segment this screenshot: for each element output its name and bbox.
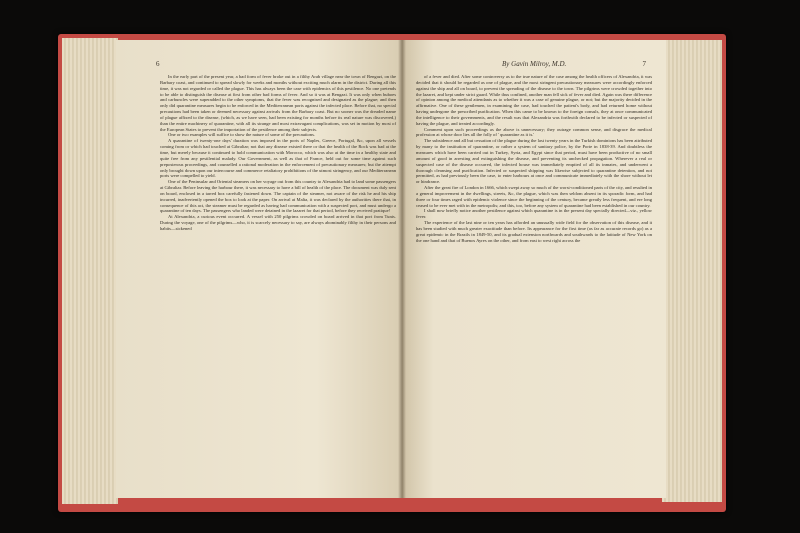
page-number-right: 7 — [642, 60, 646, 68]
paragraph: One or two examples will suffice to show the nature of some of the precautions. — [168, 132, 316, 138]
paragraph: After the great fire of London in 1666, which swept away so much of the worst-conditioned parts of the city, and resulted in a general improvement in the dwellings, streets, &c, the plague, which was then seldom absent in its sporadic form, and had three or four times raged with epidemic violence since the beginning of the century, became greatly less frequent, and ere long ceased to be ever met with in the metropolis; and this, too, before any system of quarantine had been established in our country. — [416, 185, 652, 208]
paragraph: At Alexandria, a curious event occurred. A vessel with 250 pilgrims crowded on board arrived in that port from Tunis. During the voyage, one of the pilgrims—who, it is scarcely necessary to say, are always abominably filthy in their persons and habits—sickened — [160, 214, 396, 231]
page-number-left: 6 — [156, 60, 160, 68]
book-gutter — [398, 40, 406, 498]
right-page — [402, 40, 666, 498]
page-edges-right — [662, 40, 722, 502]
page-edges-left — [62, 38, 118, 504]
paragraph: of a fever and died. After some controversy as to the true nature of the case among the health officers of Alexandria, it was decided that it should be regarded as one of plague, and the most stringent precautionary measures were accordingly enforced against the ship and all on board, to prevent the spreading of the disease to the town. The pilgrims were crowded together into the lazaret, and kept under strict guard. While thus confined, another man fell sick of fever and died. Again was there difference of opinion among the medical attendants as to whether it was a case of genuine plague, or not; but the majority decided in the affirmative. One of these gentlemen, in examining the case, had touched the patient's body, and had returned home without having undergone the prescribed purification. When this came to be known to the foreign consuls, they at once communicated the intelligence to their governments, and the result was that Alexandria was forthwith declared to be infected or suspected of having the plague, and treated accordingly. — [416, 74, 652, 126]
paragraph: In the early part of the present year, a bad form of fever broke out in a filthy Arab village near the town of Bengazi, on the Barbary coast, and continued to spread slowly for weeks and months without exciting much alarm in the district. During all this time, it was not regarded or called the plague. This has always been the case with epidemics of this pestilence. No one pretends to be able to distinguish the disease at first from other bad forms of fever. And so it was at Bengazi. It was only when buboes and carbuncles were superadded to the other symptoms, that the fever was recognised and designated as the plague; and then only did quarantine measures begin to be enforced in the Mediterranean ports against the infected place. Before that, no special precautions had been taken or deemed necessary against arrivals from the Barbary coast. But no sooner was the dreaded name of plague affixed to the disease, (which, as we have seen, had been existing for months before its real nature was discovered,) than the entire machinery of quarantine, with all its strange and most extravagant complications, was set in motion by most of the European States to prevent the importation of the pestilence among their subjects. — [160, 74, 396, 132]
right-page-body — [416, 74, 652, 243]
paragraph: A quarantine of twenty-one days' duration was imposed in the ports of Naples, Greece, Portugal, &c, upon all vessels coming from or which had touched at Gibraltar; not that any disease existed there or that the health of the Rock was bad at the time, but merely because it continued to hold communication with Morocco, which was also at the time in a healthy state and quite free from any pestilential malady. Our Government, as well as that of France, held out for some time against such preposterous proceedings, and counselled a rational moderation in the enforcement of precautionary measures; but the attempt only brought down upon our intercourse and commerce retaliatory prohibitions of the utmost stringency, and our Mediterranean ports were compelled to yield. — [160, 138, 396, 179]
paragraph: The experience of the last nine or ten years has afforded an unusually wide field for the observation of this disease, and it has been studied with much greater exactitude than before. Its appearance for the first time (as far as accurate records go) as a great epidemic in the Brazils in 1849-50, and its gradual extension northwards and southwards to the latitude of New York on the one hand and that of Buenos Ayres on the other, and from east to west right across the — [416, 220, 652, 243]
running-title: By Gavin Milroy, M.D. — [502, 60, 567, 68]
paragraph: I shall now briefly notice another pestilence against which quarantine is in the present day specially directed—viz., yellow fever. — [416, 208, 652, 220]
left-page-body — [160, 74, 396, 232]
paragraph: Comment upon such proceedings as the above is unnecessary; they outrage common sense, and disgrace the medical profession at whose door lies all the folly of ' quarantine as it is.' — [416, 126, 652, 138]
paragraph: The subsidence and all but cessation of the plague during the last twenty years in the Turkish dominions has been attributed by many to the institution of quarantine, or rather a system of sanitary police, by the Porte in 1838-39. And doubtless the measures which have been carried out in Turkey, Syria, and Egypt since that period, must have been productive of no small amount of good in arresting and extinguishing the disease, and preventing its unchecked propagation. Wherever a real or suspected case of the disease occurred, the infected house was immediately emptied of all its inmates, and underwent a thorough cleansing and purification. Infected or suspected shipping was likewise subjected to quarantine detention, and not permitted, as had previously been the case, to enter harbours at once and communicate immediately with the shore without let or hindrance. — [416, 138, 652, 185]
left-page — [116, 40, 402, 498]
paragraph: One of the Peninsular and Oriental steamers on her voyage out from this country to Alexandria had to land some passengers at Gibraltar. Before leaving the harbour there, it was necessary to have a bill of health of the place. The document was duly sent on board, enclosed in a tarred box carefully fastened down. The captain of the steamer, not aware of the risk he and his ship incurred, inadvertently opened the box to look at the paper. On arrival at Malta, it was declared by the authorities there that, in consequence of this act, the steamer must be regarded as having had communication with a suspected port, and must undergo a quarantine of ten days. The passengers who landed were detained in the lazaret for that period, before they received pratique! — [160, 179, 396, 214]
